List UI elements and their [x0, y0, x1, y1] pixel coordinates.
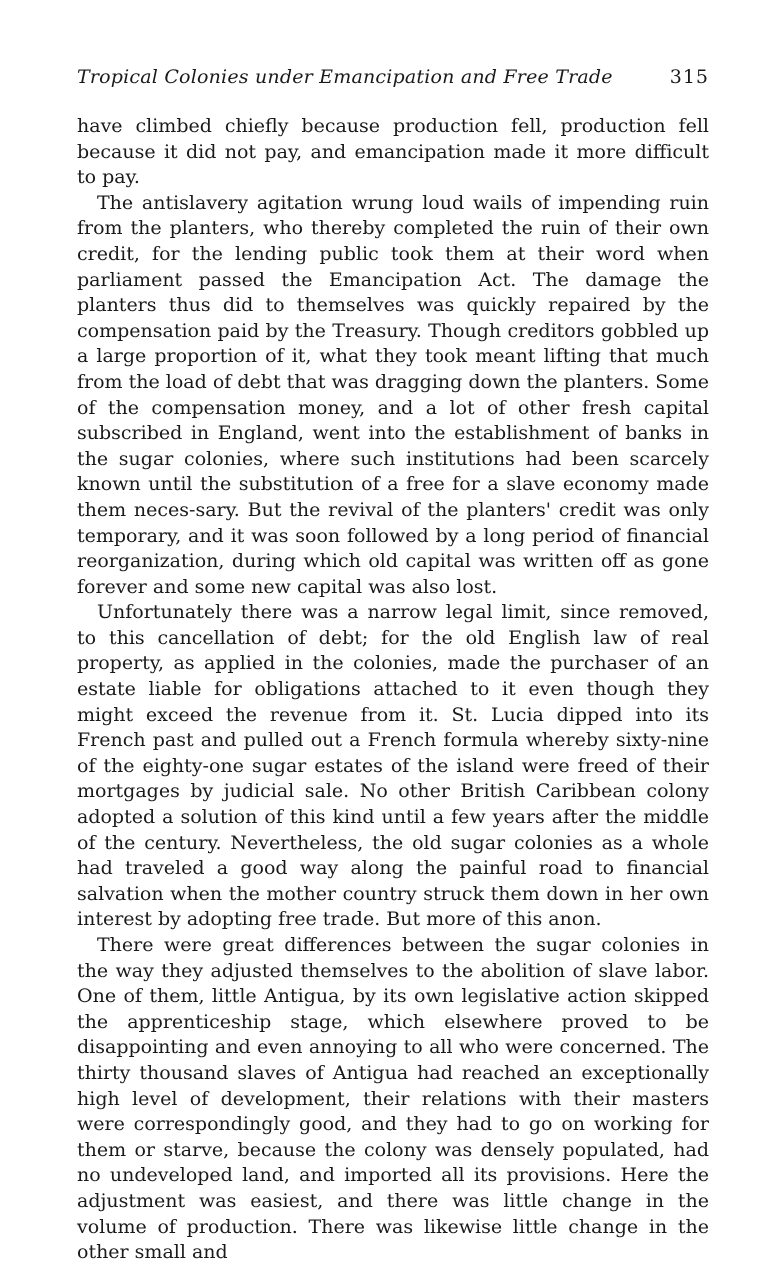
page-number: 315	[669, 66, 709, 88]
book-page	[77, 66, 709, 1266]
running-title: Tropical Colonies under Emancipation and Free Trade	[77, 66, 613, 88]
paragraph-legal-limit: Unfortunately there was a narrow legal limit, since removed, to this cancellation of debt; for the old English law of real property, as applied in the colonies, made the purchaser of an estate liable for obligations attached to it even though they might exceed the revenue from it. St. Lucia dipped into its French past and pulled out a French formula whereby sixty-nine of the eighty-one sugar estates of the island were freed of their mortgages by judicial sale. No other British Caribbean colony adopted a solution of this kind until a few years after the middle of the century. Nevertheless, the old sugar colonies as a whole had traveled a good way along the painful road to financial salvation when the mother country struck them down in her own interest by adopting free trade. But more of this anon.	[77, 601, 709, 931]
body-text	[77, 114, 709, 1266]
running-head	[77, 66, 709, 100]
paragraph-colony-differences: There were great differences between the sugar colonies in the way they adjusted themselves to the abolition of slave labor. One of them, little Antigua, by its own legislative action skipped the apprenticeship stage, which elsewhere proved to be disappointing and even annoying to all who were concerned. The thirty thousand slaves of Antigua had reached an exceptionally high level of development, their relations with their masters were correspondingly good, and they had to go on working for them or starve, because the colony was densely populated, had no undeveloped land, and imported all its provisions. Here the adjustment was easiest, and there was little change in the volume of production. There was likewise little change in the other small and	[77, 934, 709, 1264]
paragraph-continuation: have climbed chiefly because production fell, production fell because it did not pay, and emancipation made it more difficult to pay.	[77, 115, 709, 189]
paragraph-antislavery-agitation: The antislavery agitation wrung loud wails of impending ruin from the planters, who thereby completed the ruin of their own credit, for the lending public took them at their word when parliament passed the Emancipation Act. The damage the planters thus did to themselves was quickly repaired by the compensation paid by the Treasury. Though creditors gobbled up a large proportion of it, what they took meant lifting that much from the load of debt that was dragging down the planters. Some of the compensation money, and a lot of other fresh capital subscribed in England, went into the establishment of banks in the sugar colonies, where such institutions had been scarcely known until the substitution of a free for a slave economy made them neces-sary. But the revival of the planters' credit was only temporary, and it was soon followed by a long period of financial reorganization, during which old capital was written off as gone forever and some new capital was also lost.	[77, 191, 709, 598]
